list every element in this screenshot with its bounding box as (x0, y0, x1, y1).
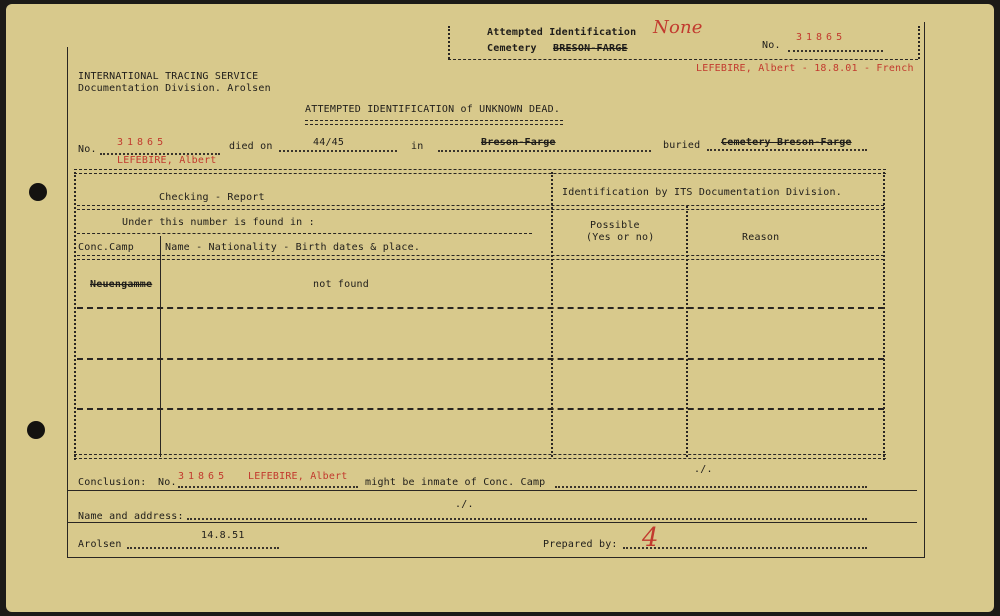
in-dots (438, 150, 651, 152)
name-address-rule (67, 522, 917, 523)
conclusion-number: 31865 (178, 471, 229, 482)
prepared-by-label: Prepared by: (543, 539, 618, 550)
date-dots (127, 547, 279, 549)
died-value: 44/45 (313, 137, 345, 148)
form-title: ATTEMPTED IDENTIFICATION of UNKNOWN DEAD. (305, 104, 561, 115)
row-separator-2 (77, 358, 884, 360)
column-header-rule (77, 255, 884, 260)
name-address-mark: ./. (455, 499, 474, 510)
col-reason: Reason (742, 232, 780, 243)
table-row-name: not found (313, 279, 369, 290)
stamp-cemetery-value: BRESON-FARGE (553, 43, 628, 54)
col-conc-camp: Conc.Camp (78, 242, 134, 253)
stamp-handwritten-none: None (653, 17, 703, 38)
table-top-border (74, 169, 886, 174)
stamp-cemetery-label: Cemetery (487, 43, 537, 54)
org-line2: Documentation Division. Arolsen (78, 83, 271, 94)
bottom-rule (67, 557, 924, 558)
card-number-value: 31865 (796, 32, 847, 43)
col-name-nationality: Name - Nationality - Birth dates & place. (165, 242, 421, 253)
table-divider-main (551, 172, 553, 457)
buried-dots (707, 149, 867, 151)
stamp-border-right (918, 26, 920, 59)
header-name-line: LEFEBIRE, Albert - 18.8.01 - French (696, 63, 914, 74)
stamp-line1: Attempted Identification (487, 27, 637, 38)
conclusion-name: LEFEBIRE, Albert (248, 471, 348, 482)
form-title-underline (305, 120, 563, 125)
conclusion-dots-2 (555, 486, 867, 488)
under-number-rule (77, 233, 532, 234)
table-row-camp: Neuengamme (90, 279, 153, 290)
table-divider-possible (686, 206, 688, 457)
col-possible-sub: (Yes or no) (586, 232, 655, 243)
conclusion-text: might be inmate of Conc. Camp (365, 477, 546, 488)
name-address-label: Name and address: (78, 511, 184, 522)
punch-hole-top (29, 183, 47, 201)
name-address-dots (187, 518, 867, 520)
buried-value: Cemetery Breson-Farge (721, 137, 852, 148)
stamp-border-left (448, 26, 450, 59)
conclusion-no-label: No. (158, 477, 177, 488)
table-bottom-border (74, 454, 886, 459)
col-possible: Possible (590, 220, 640, 231)
punch-hole-bottom (27, 421, 45, 439)
table-divider-camp (160, 236, 161, 457)
header-rule (77, 205, 884, 210)
prepared-signature: 4 (642, 523, 659, 553)
date-value: 14.8.51 (201, 530, 245, 541)
card-number-label: No. (762, 40, 781, 51)
under-number-text: Under this number is found in : (122, 217, 315, 228)
died-label: died on (229, 141, 273, 152)
table-right-border (883, 172, 885, 460)
no-value: 31865 (117, 137, 168, 148)
conclusion-rule (67, 490, 917, 491)
identification-header: Identification by ITS Documentation Division. (562, 187, 842, 198)
in-value: Breson-Farge (481, 137, 556, 148)
row-separator-1 (77, 307, 884, 309)
buried-label: buried (663, 140, 701, 151)
conclusion-dots-1 (178, 486, 358, 488)
died-dots (279, 150, 397, 152)
conclusion-label: Conclusion: (78, 477, 147, 488)
form-name-value: LEFEBIRE, Albert (117, 155, 217, 166)
card-number-dots (788, 50, 883, 52)
org-line1: INTERNATIONAL TRACING SERVICE (78, 71, 259, 82)
left-margin-line (67, 47, 68, 558)
in-label: in (411, 141, 424, 152)
conclusion-mark: ./. (694, 464, 713, 475)
right-margin-line (924, 22, 925, 558)
no-label: No. (78, 144, 97, 155)
table-left-border (74, 172, 76, 460)
stamp-border-bottom (448, 59, 918, 60)
prepared-dots (623, 547, 867, 549)
checking-report-header: Checking - Report (159, 192, 265, 203)
row-separator-3 (77, 408, 884, 410)
place-label: Arolsen (78, 539, 122, 550)
